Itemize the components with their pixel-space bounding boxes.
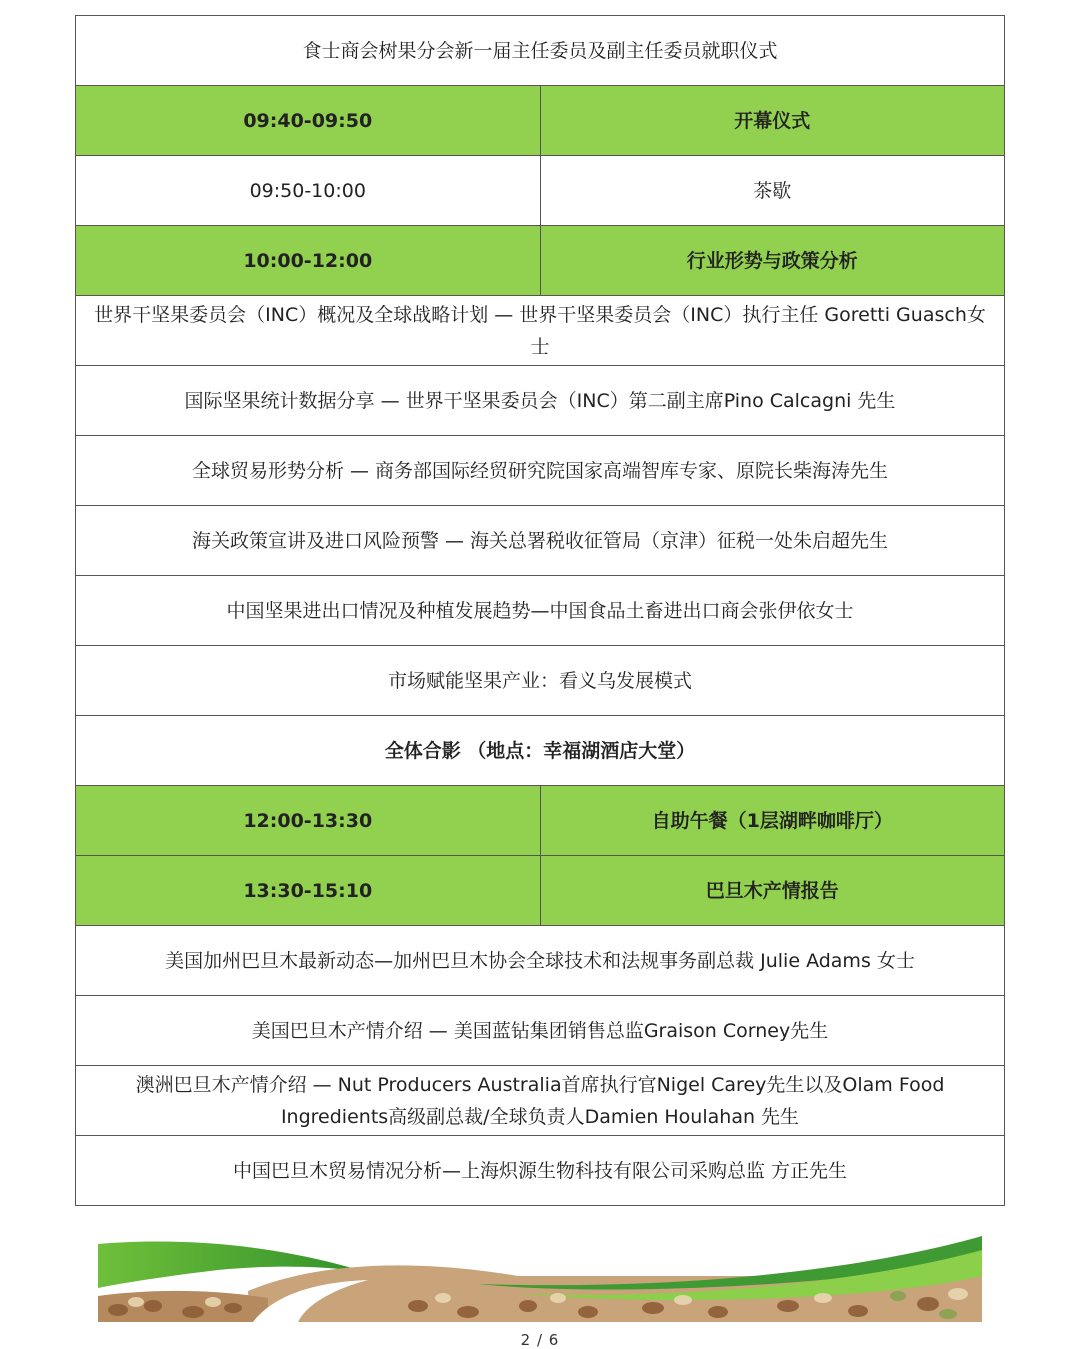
- agenda-item: 美国巴旦木产情介绍 — 美国蓝钻集团销售总监Graison Corney先生: [76, 996, 1005, 1066]
- agenda-row: [76, 296, 1005, 366]
- agenda-row: [76, 576, 1005, 646]
- agenda-item: 美国加州巴旦木最新动态—加州巴旦木协会全球技术和法规事务副总裁 Julie Adams 女士: [76, 926, 1005, 996]
- session-time: 12:00-13:30: [76, 786, 541, 856]
- agenda-row: [76, 926, 1005, 996]
- agenda-item-photo: 全体合影 （地点：幸福湖酒店大堂）: [76, 716, 1005, 786]
- agenda-row: [76, 366, 1005, 436]
- agenda-row: [76, 156, 1005, 226]
- agenda-section-row: [76, 786, 1005, 856]
- agenda-row: [76, 1136, 1005, 1206]
- agenda-row: [76, 16, 1005, 86]
- page-number: 2 / 6: [520, 1331, 560, 1349]
- agenda-item: 海关政策宣讲及进口风险预警 — 海关总署税收征管局（京津）征税一处朱启超先生: [76, 506, 1005, 576]
- agenda-item: 市场赋能坚果产业：看义乌发展模式: [76, 646, 1005, 716]
- agenda-row: [76, 1066, 1005, 1136]
- agenda-row: [76, 996, 1005, 1066]
- session-title: 自助午餐（1层湖畔咖啡厅）: [540, 786, 1005, 856]
- nut-banner-icon: [98, 1236, 982, 1322]
- agenda-section-row: [76, 226, 1005, 296]
- nut-banner: [98, 1236, 982, 1322]
- agenda-row: [76, 646, 1005, 716]
- agenda-item: 中国坚果进出口情况及种植发展趋势—中国食品土畜进出口商会张伊依女士: [76, 576, 1005, 646]
- session-time: 13:30-15:10: [76, 856, 541, 926]
- session-time: 09:40-09:50: [76, 86, 541, 156]
- agenda-item: 世界干坚果委员会（INC）概况及全球战略计划 — 世界干坚果委员会（INC）执行主任 Goretti Guasch女士: [76, 296, 1005, 366]
- session-time: 10:00-12:00: [76, 226, 541, 296]
- session-title: 行业形势与政策分析: [540, 226, 1005, 296]
- agenda-item: 食士商会树果分会新一届主任委员及副主任委员就职仪式: [76, 16, 1005, 86]
- session-time: 09:50-10:00: [76, 156, 541, 226]
- session-title: 巴旦木产情报告: [540, 856, 1005, 926]
- agenda-row: [76, 716, 1005, 786]
- session-title: 开幕仪式: [540, 86, 1005, 156]
- agenda-item: 中国巴旦木贸易情况分析—上海炽源生物科技有限公司采购总监 方正先生: [76, 1136, 1005, 1206]
- agenda-item: 全球贸易形势分析 — 商务部国际经贸研究院国家高端智库专家、原院长柴海涛先生: [76, 436, 1005, 506]
- session-title: 茶歇: [540, 156, 1005, 226]
- agenda-section-row: [76, 86, 1005, 156]
- agenda-section-row: [76, 856, 1005, 926]
- agenda-item: 澳洲巴旦木产情介绍 — Nut Producers Australia首席执行官Nigel Carey先生以及Olam Food Ingredients高级副总裁/全球负责人Damien Houlahan 先生: [76, 1066, 1005, 1136]
- agenda-row: [76, 436, 1005, 506]
- agenda-table: [75, 15, 1005, 1206]
- agenda-item: 国际坚果统计数据分享 — 世界干坚果委员会（INC）第二副主席Pino Calcagni 先生: [76, 366, 1005, 436]
- agenda-row: [76, 506, 1005, 576]
